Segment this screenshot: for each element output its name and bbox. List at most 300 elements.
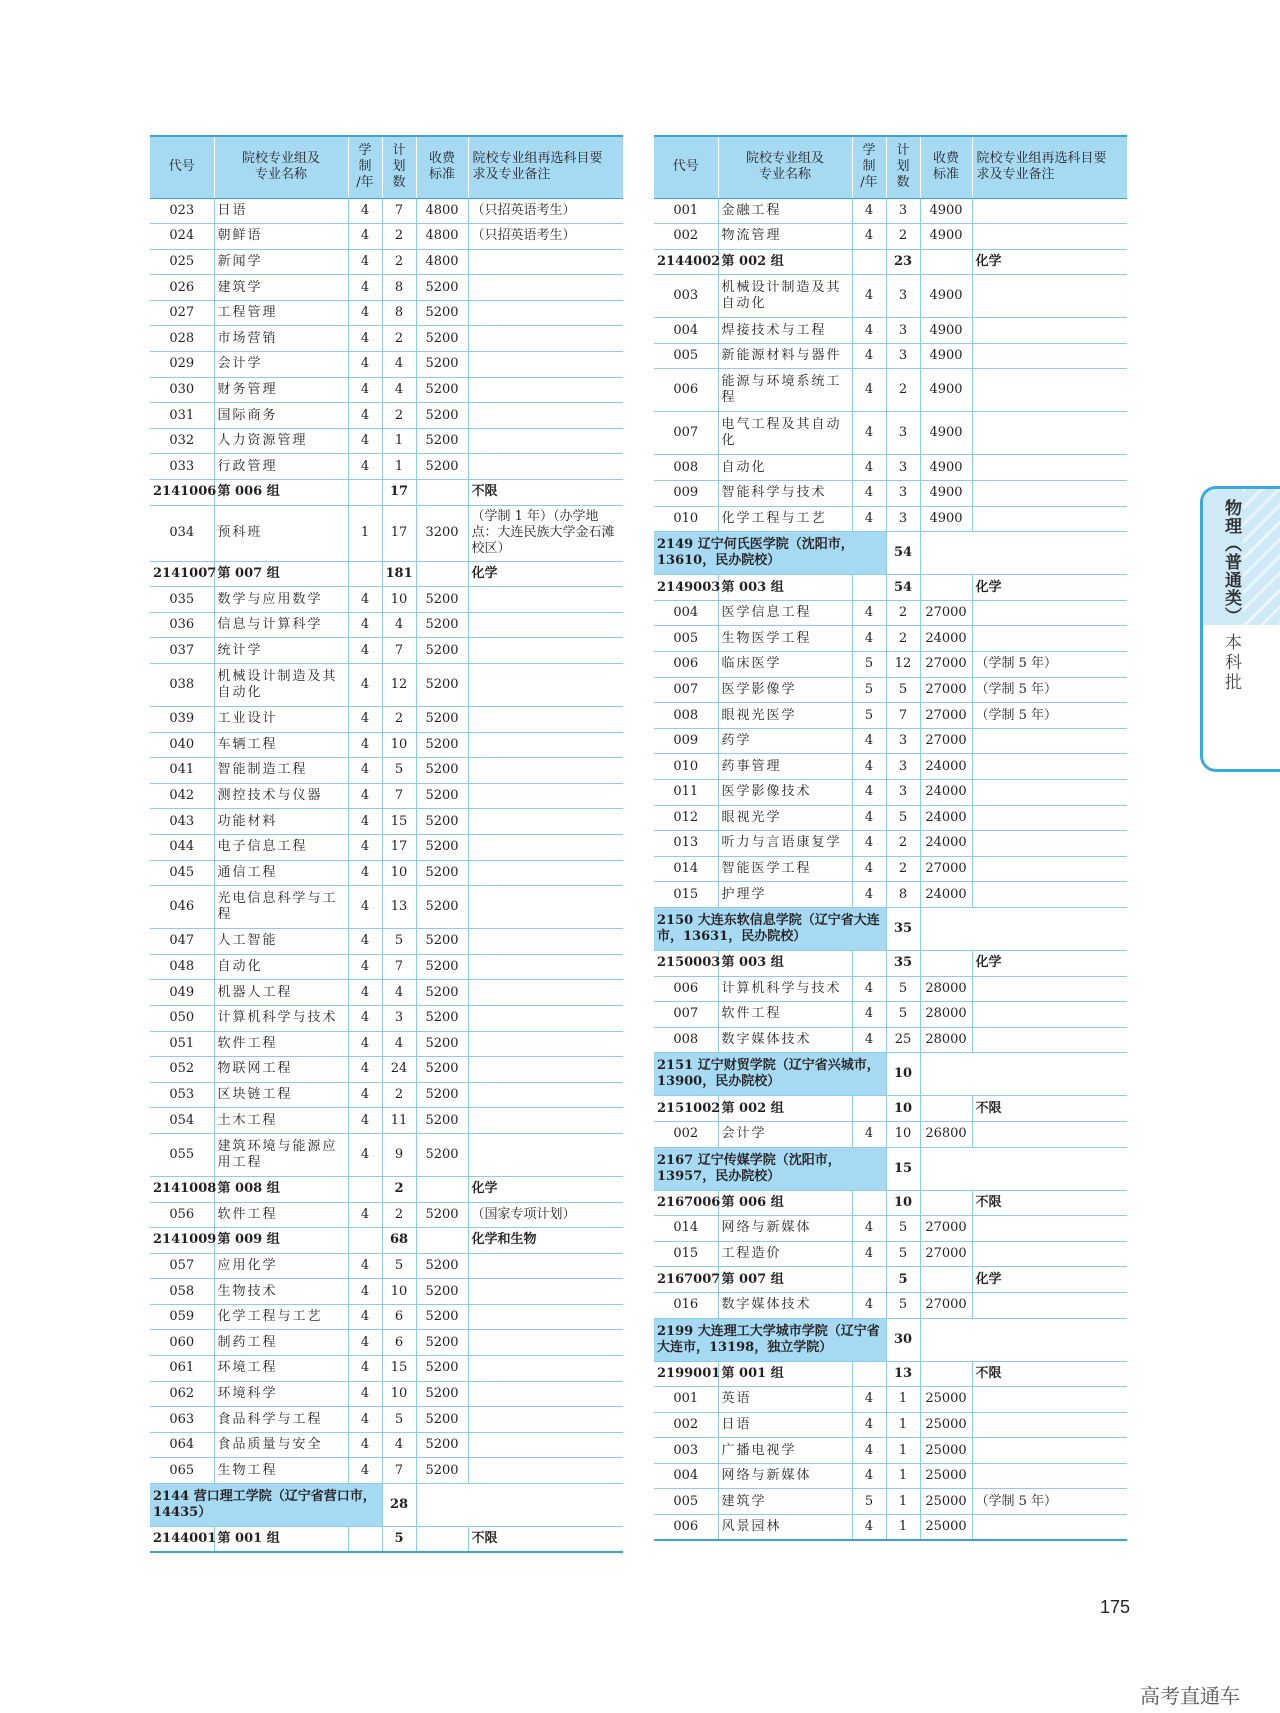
major-row [654,1463,1127,1489]
group-plan: 13 [886,1361,920,1387]
major-name: 机器人工程 [214,980,348,1006]
major-row [150,638,623,664]
major-code: 006 [654,976,718,1002]
empty-cell [416,480,468,506]
institution-name: 2151 辽宁财贸学院（辽宁省兴城市，13900，民办院校） [654,1053,886,1096]
major-years: 4 [852,1515,886,1541]
major-years: 4 [348,1005,382,1031]
major-remark: （只招英语考生） [468,198,623,224]
major-code: 057 [150,1253,214,1279]
major-name: 焊接技术与工程 [718,318,852,344]
major-plan: 5 [382,1407,416,1433]
major-years: 4 [852,318,886,344]
major-fee: 24000 [920,805,972,831]
major-plan: 24 [382,1057,416,1083]
major-code: 031 [150,403,214,429]
major-plan: 17 [382,505,416,561]
header-code: 代号 [150,136,214,198]
header-plan: 计 划 数 [382,136,416,198]
group-subject-requirement: 化学 [972,249,1127,275]
major-code: 002 [654,1412,718,1438]
major-name: 区块链工程 [214,1082,348,1108]
major-row [654,455,1127,481]
major-fee: 4900 [920,318,972,344]
side-tab-category: 物理（普通类） [1221,499,1241,625]
major-code: 002 [654,224,718,250]
major-remark [468,1458,623,1484]
major-name: 电子信息工程 [214,834,348,860]
major-name: 风景园林 [718,1515,852,1541]
institution-row [150,1484,623,1527]
major-remark [468,249,623,275]
major-remark [972,882,1127,908]
group-row [654,1267,1127,1293]
major-remark [468,1057,623,1083]
major-remark [468,1304,623,1330]
major-plan: 17 [382,834,416,860]
major-years: 4 [348,886,382,929]
major-code: 010 [654,754,718,780]
major-plan: 1 [886,1463,920,1489]
section-side-tab [1200,486,1280,772]
major-name: 日语 [214,198,348,224]
major-name: 工程造价 [718,1241,852,1267]
major-years: 4 [348,249,382,275]
major-code: 053 [150,1082,214,1108]
major-name: 药事管理 [718,754,852,780]
major-years: 4 [852,412,886,455]
major-remark [468,783,623,809]
empty-cell [348,480,382,506]
major-years: 4 [348,1253,382,1279]
major-fee: 28000 [920,1002,972,1028]
group-plan: 181 [382,561,416,587]
empty-cell [852,249,886,275]
major-code: 048 [150,954,214,980]
major-remark [468,612,623,638]
header-code: 代号 [654,136,718,198]
major-remark [468,1432,623,1458]
major-code: 064 [150,1432,214,1458]
major-code: 054 [150,1108,214,1134]
major-remark [468,1279,623,1305]
major-years: 4 [852,506,886,532]
major-fee: 4900 [920,275,972,318]
major-remark [468,860,623,886]
major-row [654,805,1127,831]
group-code: 2167007 [654,1267,718,1293]
major-row [150,1432,623,1458]
institution-name: 2144 营口理工学院（辽宁省营口市，14435） [150,1484,382,1527]
group-row [654,575,1127,601]
major-plan: 13 [382,886,416,929]
major-remark [972,1216,1127,1242]
major-plan: 4 [382,352,416,378]
major-code: 013 [654,831,718,857]
group-subject-requirement: 化学和生物 [468,1228,623,1254]
major-fee: 28000 [920,976,972,1002]
major-remark [468,834,623,860]
major-fee: 4900 [920,412,972,455]
major-name: 临床医学 [718,652,852,678]
major-plan: 12 [382,664,416,707]
major-years: 4 [348,664,382,707]
major-remark [468,1082,623,1108]
group-code: 2144002 [654,249,718,275]
major-fee: 5200 [416,809,468,835]
group-subject-requirement: 化学 [468,561,623,587]
major-name: 统计学 [214,638,348,664]
group-plan: 23 [886,249,920,275]
major-years: 4 [348,834,382,860]
major-fee: 27000 [920,677,972,703]
major-years: 5 [852,1489,886,1515]
institution-name: 2149 辽宁何氏医学院（沈阳市，13610，民办院校） [654,532,886,575]
major-years: 4 [852,481,886,507]
major-fee: 5200 [416,1057,468,1083]
major-code: 007 [654,677,718,703]
major-name: 物流管理 [718,224,852,250]
major-years: 4 [348,929,382,955]
major-name: 测控技术与仪器 [214,783,348,809]
group-name: 第 006 组 [718,1190,852,1216]
major-years: 4 [852,626,886,652]
major-fee: 5200 [416,1356,468,1382]
table-header-row [150,136,623,198]
major-row [150,1356,623,1382]
major-name: 新闻学 [214,249,348,275]
major-fee: 5200 [416,954,468,980]
major-remark [468,929,623,955]
major-code: 023 [150,198,214,224]
empty-cell [416,1228,468,1254]
major-row [150,224,623,250]
group-plan: 54 [886,575,920,601]
major-fee: 5200 [416,860,468,886]
major-remark [972,831,1127,857]
major-code: 003 [654,1438,718,1464]
empty-cell [852,1096,886,1122]
major-code: 049 [150,980,214,1006]
group-code: 2144001 [150,1527,214,1553]
major-remark [972,780,1127,806]
major-row [150,428,623,454]
major-fee: 27000 [920,1216,972,1242]
major-remark [468,809,623,835]
major-plan: 12 [886,652,920,678]
major-code: 014 [654,1216,718,1242]
major-years: 4 [348,1031,382,1057]
major-row [654,677,1127,703]
major-fee: 27000 [920,856,972,882]
major-fee: 26800 [920,1121,972,1147]
group-code: 2151002 [654,1096,718,1122]
major-remark [468,454,623,480]
major-name: 预科班 [214,505,348,561]
major-remark [468,980,623,1006]
major-code: 029 [150,352,214,378]
major-fee: 5200 [416,834,468,860]
page-number: 175 [1100,1597,1131,1617]
major-years: 4 [348,1356,382,1382]
major-code: 007 [654,412,718,455]
major-plan: 15 [382,809,416,835]
major-plan: 1 [382,454,416,480]
major-row [654,976,1127,1002]
major-row [654,780,1127,806]
empty-cell [920,575,972,601]
major-plan: 5 [886,1292,920,1318]
major-code: 038 [150,664,214,707]
major-plan: 2 [886,224,920,250]
major-fee: 24000 [920,626,972,652]
major-remark [972,600,1127,626]
major-name: 应用化学 [214,1253,348,1279]
major-fee: 25000 [920,1515,972,1541]
major-years: 1 [348,505,382,561]
group-name: 第 001 组 [214,1527,348,1553]
empty-cell [852,1361,886,1387]
major-code: 004 [654,1463,718,1489]
major-name: 财务管理 [214,377,348,403]
major-remark [972,1121,1127,1147]
major-years: 4 [348,1407,382,1433]
major-plan: 7 [382,1458,416,1484]
major-plan: 10 [886,1121,920,1147]
major-plan: 3 [886,481,920,507]
empty-cell [416,1176,468,1202]
major-remark [468,638,623,664]
major-years: 4 [852,1463,886,1489]
major-years: 4 [348,732,382,758]
major-code: 008 [654,703,718,729]
major-row [654,224,1127,250]
empty-cell [852,575,886,601]
empty-cell [416,1527,468,1553]
major-row [150,1005,623,1031]
major-years: 4 [348,326,382,352]
major-plan: 3 [886,198,920,224]
group-subject-requirement: 化学 [972,575,1127,601]
major-row [654,1387,1127,1413]
major-code: 056 [150,1202,214,1228]
group-code: 2167006 [654,1190,718,1216]
major-years: 4 [852,1027,886,1053]
major-row [654,412,1127,455]
major-years: 4 [348,1381,382,1407]
group-name: 第 006 组 [214,480,348,506]
major-plan: 3 [886,412,920,455]
major-row [150,1202,623,1228]
major-plan: 6 [382,1304,416,1330]
major-name: 建筑学 [718,1489,852,1515]
major-years: 4 [852,343,886,369]
header-fee: 收费 标准 [920,136,972,198]
institution-plan: 15 [886,1147,920,1190]
major-name: 自动化 [718,455,852,481]
major-fee: 4800 [416,224,468,250]
institution-plan: 28 [382,1484,416,1527]
header-plan: 计 划 数 [886,136,920,198]
major-code: 005 [654,343,718,369]
major-code: 060 [150,1330,214,1356]
major-name: 信息与计算科学 [214,612,348,638]
group-row [654,1096,1127,1122]
major-plan: 7 [382,954,416,980]
major-plan: 2 [886,856,920,882]
major-code: 002 [654,1121,718,1147]
major-plan: 5 [382,758,416,784]
major-fee: 25000 [920,1438,972,1464]
major-plan: 5 [886,1216,920,1242]
group-subject-requirement: 不限 [972,1096,1127,1122]
major-code: 043 [150,809,214,835]
major-name: 数字媒体技术 [718,1027,852,1053]
major-fee: 4900 [920,506,972,532]
major-remark [468,1031,623,1057]
major-name: 软件工程 [214,1202,348,1228]
major-remark [972,805,1127,831]
major-years: 4 [852,1216,886,1242]
major-name: 自动化 [214,954,348,980]
major-name: 计算机科学与技术 [718,976,852,1002]
major-code: 010 [654,506,718,532]
major-name: 食品质量与安全 [214,1432,348,1458]
major-code: 036 [150,612,214,638]
major-row [150,403,623,429]
major-name: 广播电视学 [718,1438,852,1464]
major-row [654,1292,1127,1318]
major-row [654,1241,1127,1267]
major-row [654,275,1127,318]
major-plan: 2 [382,707,416,733]
major-fee: 4900 [920,343,972,369]
major-remark [972,976,1127,1002]
major-fee: 5200 [416,886,468,929]
major-remark [468,707,623,733]
major-fee: 4900 [920,369,972,412]
institution-plan: 35 [886,907,920,950]
major-code: 009 [654,728,718,754]
admission-table-right [654,135,1127,1541]
major-fee: 4900 [920,224,972,250]
major-code: 004 [654,600,718,626]
major-plan: 3 [886,728,920,754]
empty-cell [852,950,886,976]
major-remark [468,1407,623,1433]
header-years: 学 制 /年 [348,136,382,198]
major-plan: 8 [382,275,416,301]
major-fee: 27000 [920,703,972,729]
major-plan: 5 [382,1253,416,1279]
major-fee: 5200 [416,428,468,454]
header-name: 院校专业组及 专业名称 [214,136,348,198]
group-code: 2149003 [654,575,718,601]
major-code: 011 [654,780,718,806]
major-years: 4 [348,1432,382,1458]
major-remark [972,1027,1127,1053]
major-remark [972,1515,1127,1541]
major-remark [468,664,623,707]
group-plan: 17 [382,480,416,506]
major-name: 物联网工程 [214,1057,348,1083]
major-code: 041 [150,758,214,784]
major-years: 4 [348,980,382,1006]
major-years: 4 [348,809,382,835]
major-code: 035 [150,587,214,613]
major-code: 062 [150,1381,214,1407]
major-remark [972,369,1127,412]
major-name: 软件工程 [718,1002,852,1028]
major-fee: 25000 [920,1387,972,1413]
major-code: 065 [150,1458,214,1484]
header-years: 学 制 /年 [852,136,886,198]
major-name: 医学影像学 [718,677,852,703]
major-plan: 1 [886,1412,920,1438]
group-row [654,1190,1127,1216]
major-fee: 5200 [416,377,468,403]
major-code: 006 [654,1515,718,1541]
major-fee: 5200 [416,300,468,326]
empty-cell [920,907,1127,950]
major-plan: 5 [382,929,416,955]
major-plan: 2 [886,369,920,412]
institution-plan: 30 [886,1318,920,1361]
major-years: 4 [348,377,382,403]
major-fee: 5200 [416,664,468,707]
major-fee: 5200 [416,326,468,352]
group-name: 第 008 组 [214,1176,348,1202]
major-years: 4 [852,224,886,250]
major-years: 4 [348,454,382,480]
major-years: 4 [852,856,886,882]
group-name: 第 002 组 [718,249,852,275]
major-code: 024 [150,224,214,250]
major-remark: （学制 5 年） [972,703,1127,729]
group-plan: 68 [382,1228,416,1254]
major-row [654,831,1127,857]
major-remark [972,626,1127,652]
major-years: 4 [852,1121,886,1147]
major-code: 037 [150,638,214,664]
major-name: 制药工程 [214,1330,348,1356]
major-fee: 5200 [416,1304,468,1330]
major-years: 4 [852,754,886,780]
major-row [654,626,1127,652]
major-row [150,809,623,835]
institution-plan: 54 [886,532,920,575]
major-fee: 5200 [416,929,468,955]
major-years: 4 [852,455,886,481]
major-fee: 5200 [416,352,468,378]
major-years: 4 [348,954,382,980]
major-years: 4 [852,1002,886,1028]
institution-row [654,532,1127,575]
group-subject-requirement: 化学 [972,950,1127,976]
major-row [654,369,1127,412]
major-code: 058 [150,1279,214,1305]
major-remark [468,886,623,929]
major-years: 4 [852,1412,886,1438]
major-plan: 10 [382,732,416,758]
major-years: 4 [852,831,886,857]
empty-cell [920,249,972,275]
major-remark [468,1253,623,1279]
major-code: 003 [654,275,718,318]
major-row [150,664,623,707]
empty-cell [920,950,972,976]
major-row [150,834,623,860]
